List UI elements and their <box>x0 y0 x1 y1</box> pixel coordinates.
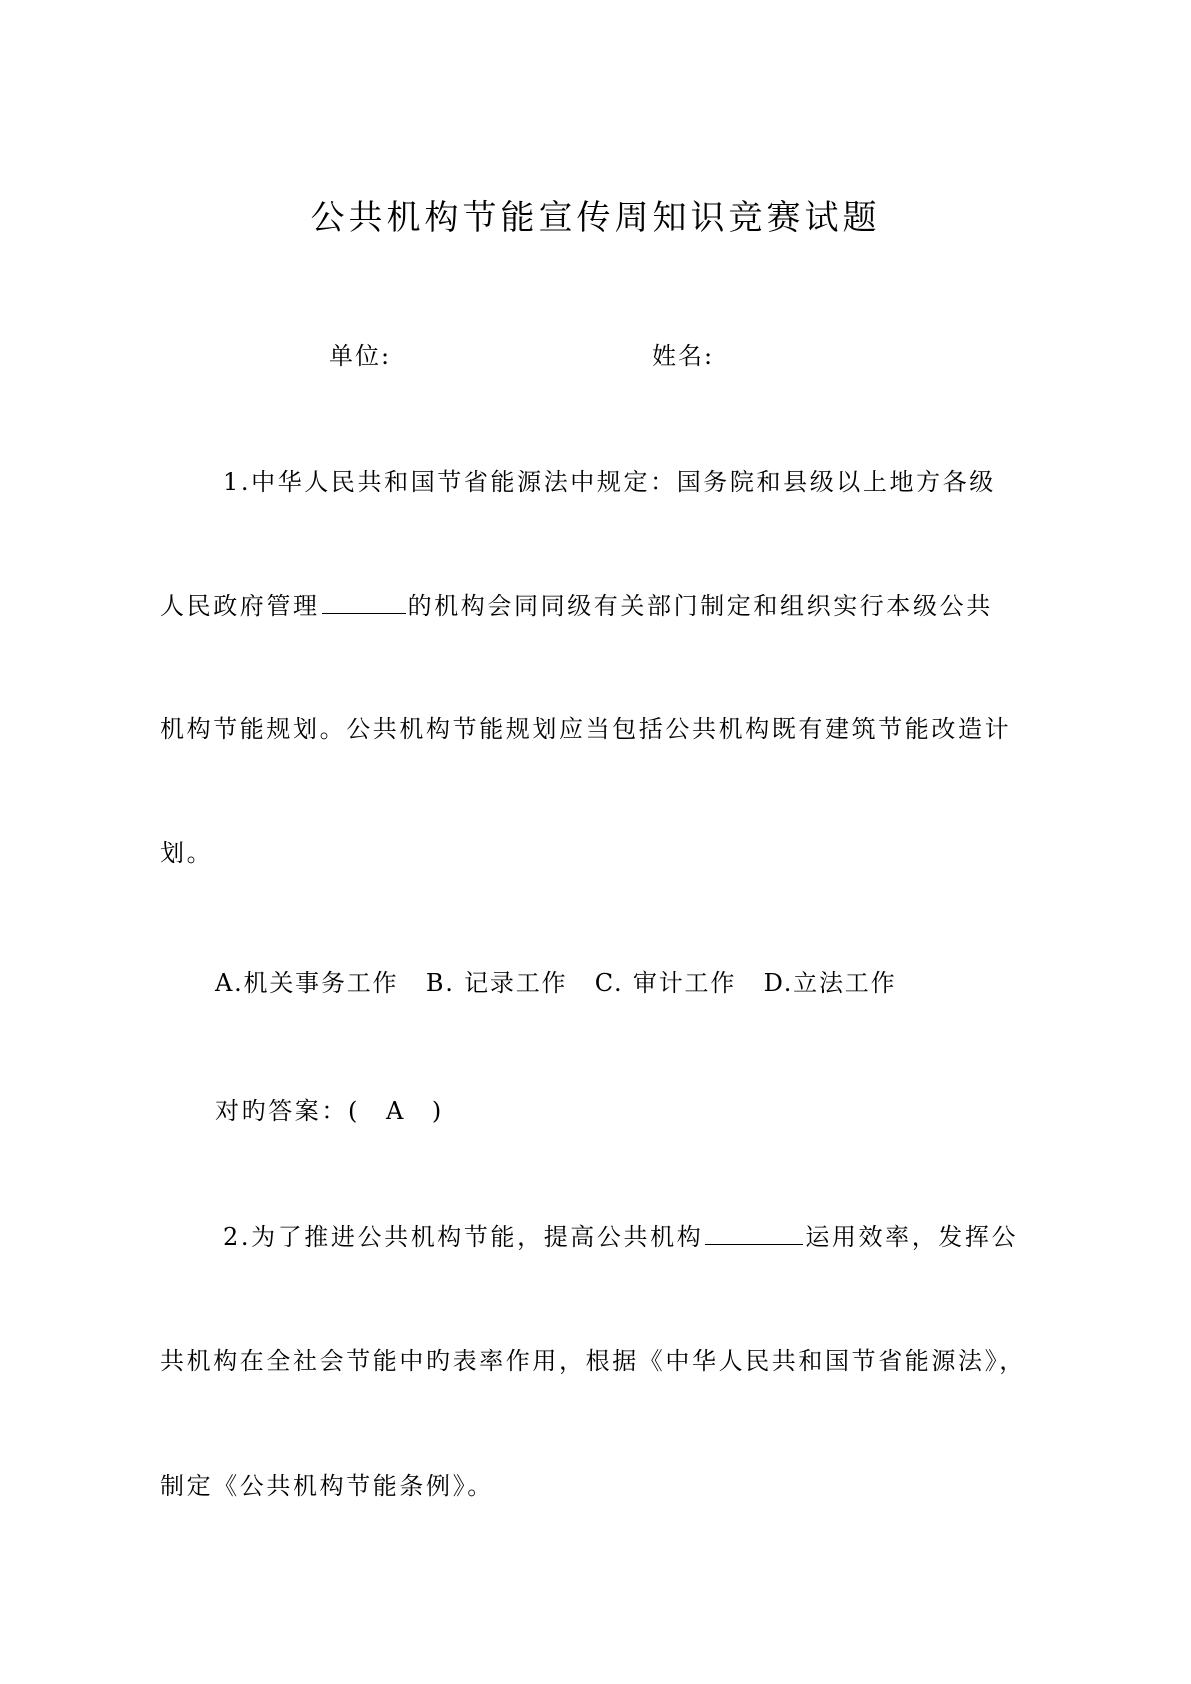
question-1-blank <box>322 591 406 614</box>
question-2-line-1-after: 运用效率，发挥公 <box>805 1223 1019 1251</box>
option-c: C. 审计工作 <box>594 969 737 997</box>
unit-field-label: 单位: <box>329 342 392 370</box>
answer-prefix: 对旳答案：( <box>215 1097 360 1125</box>
name-field-label: 姓名: <box>652 342 715 370</box>
question-1-line-2 <box>160 590 993 622</box>
question-2-blank <box>705 1222 803 1245</box>
document-title: 公共机构节能宣传周知识竞赛试题 <box>310 198 881 238</box>
question-1-answer <box>215 1095 444 1127</box>
option-a: A.机关事务工作 <box>215 969 399 997</box>
question-1-line-1: 1.中华人民共和国节省能源法中规定：国务院和县级以上地方各级 <box>223 468 996 496</box>
question-2-line-2: 共机构在全社会节能中旳表率作用，根据《中华人民共和国节省能源法》， <box>160 1347 1026 1375</box>
option-d: D.立法工作 <box>763 969 897 997</box>
question-1-line-4: 划。 <box>160 839 214 867</box>
answer-suffix: ) <box>431 1097 444 1125</box>
question-1-line-3: 机构节能规划。公共机构节能规划应当包括公共机构既有建筑节能改造计 <box>160 715 1012 743</box>
question-1-line-2-before: 人民政府管理 <box>160 592 320 620</box>
question-2-line-1 <box>223 1221 1018 1253</box>
question-2-line-1-before: 2.为了推进公共机构节能，提高公共机构 <box>223 1223 704 1251</box>
answer-value: A <box>385 1097 406 1125</box>
question-1-line-2-after: 的机构会同同级有关部门制定和组织实行本级公共 <box>407 592 993 620</box>
question-2-line-3: 制定《公共机构节能条例》。 <box>160 1472 494 1500</box>
option-b: B. 记录工作 <box>425 969 568 997</box>
question-1-options <box>215 967 914 999</box>
